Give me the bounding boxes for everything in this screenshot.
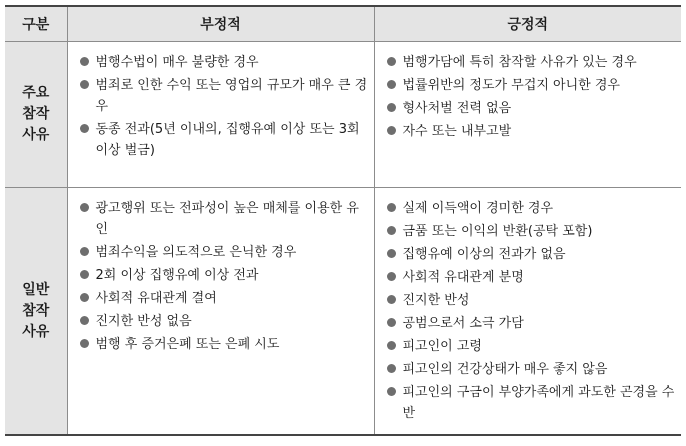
item-text: 동종 전과(5년 이내의, 집행유예 이상 또는 3회 이상 벌금) xyxy=(95,122,360,158)
list-item xyxy=(387,244,676,265)
list-item xyxy=(80,288,368,309)
list-item xyxy=(387,359,676,380)
header-positive: 긍정적 xyxy=(374,6,681,42)
negative-cell-major xyxy=(67,42,374,188)
positive-cell-major xyxy=(374,42,681,188)
bullet-icon xyxy=(387,80,396,89)
bullet-icon xyxy=(387,226,396,235)
header-category: 구분 xyxy=(5,6,67,42)
category-line: 사유 xyxy=(22,323,50,340)
negative-cell-general xyxy=(67,188,374,436)
list-item xyxy=(80,52,368,73)
bullet-icon xyxy=(387,387,396,396)
list-item xyxy=(80,119,368,161)
bullet-icon xyxy=(387,318,396,327)
negative-list xyxy=(80,52,368,161)
item-text: 사회적 유대관계 분명 xyxy=(402,270,524,285)
bullet-icon xyxy=(387,341,396,350)
category-line: 참작 xyxy=(22,106,50,122)
list-item xyxy=(387,313,676,334)
category-cell-major xyxy=(5,42,67,188)
category-cell-general xyxy=(5,188,67,436)
item-text: 범죄로 인한 수익 또는 영업의 규모가 매우 큰 경우 xyxy=(95,78,368,114)
list-item xyxy=(387,221,676,242)
bullet-icon xyxy=(80,80,89,89)
item-text: 형사처벌 전력 없음 xyxy=(402,101,512,116)
sentencing-factors-table xyxy=(5,5,681,436)
bullet-icon xyxy=(387,126,396,135)
bullet-icon xyxy=(80,247,89,256)
list-item xyxy=(80,75,368,117)
list-item xyxy=(387,121,676,142)
negative-list xyxy=(80,198,368,355)
item-text: 피고인의 건강상태가 매우 좋지 않음 xyxy=(402,362,608,377)
item-text: 진지한 반성 xyxy=(402,293,470,308)
item-text: 공범으로서 소극 가담 xyxy=(402,316,524,331)
category-line: 주요 xyxy=(22,85,50,101)
bullet-icon xyxy=(387,203,396,212)
bullet-icon xyxy=(80,293,89,302)
bullet-icon xyxy=(387,249,396,258)
bullet-icon xyxy=(387,103,396,112)
positive-list xyxy=(387,52,676,142)
item-text: 범행 후 증거은폐 또는 은폐 시도 xyxy=(95,337,280,352)
positive-cell-general xyxy=(374,188,681,436)
bullet-icon xyxy=(80,124,89,133)
category-line: 참작 xyxy=(22,302,50,319)
list-item xyxy=(387,198,676,219)
category-line: 사유 xyxy=(22,127,50,143)
list-item xyxy=(80,311,368,332)
bullet-icon xyxy=(80,339,89,348)
item-text: 사회적 유대관계 결여 xyxy=(95,291,217,306)
bullet-icon xyxy=(80,316,89,325)
bullet-icon xyxy=(387,364,396,373)
header-row xyxy=(5,6,681,42)
list-item xyxy=(387,75,676,96)
list-item xyxy=(387,52,676,73)
category-line: 일반 xyxy=(22,281,50,298)
list-item xyxy=(387,290,676,311)
item-text: 피고인이 고령 xyxy=(402,339,482,354)
item-text: 광고행위 또는 전파성이 높은 매체를 이용한 유인 xyxy=(95,201,359,237)
item-text: 실제 이득액이 경미한 경우 xyxy=(402,201,554,216)
item-text: 범행가담에 특히 참작할 사유가 있는 경우 xyxy=(402,55,637,70)
list-item xyxy=(387,98,676,119)
bullet-icon xyxy=(80,57,89,66)
bullet-icon xyxy=(80,270,89,279)
bullet-icon xyxy=(387,295,396,304)
list-item xyxy=(80,265,368,286)
list-item xyxy=(387,382,676,424)
list-item xyxy=(80,198,368,240)
list-item xyxy=(387,267,676,288)
list-item xyxy=(80,242,368,263)
item-text: 진지한 반성 없음 xyxy=(95,314,192,329)
row-general-factors xyxy=(5,188,681,436)
item-text: 2회 이상 집행유예 이상 전과 xyxy=(95,268,259,283)
list-item xyxy=(80,334,368,355)
positive-list xyxy=(387,198,676,424)
item-text: 범행수법이 매우 불량한 경우 xyxy=(95,55,259,70)
bullet-icon xyxy=(387,272,396,281)
item-text: 범죄수익을 의도적으로 은닉한 경우 xyxy=(95,245,297,260)
bullet-icon xyxy=(387,57,396,66)
header-negative: 부정적 xyxy=(67,6,374,42)
item-text: 자수 또는 내부고발 xyxy=(402,124,512,139)
row-major-factors xyxy=(5,42,681,188)
item-text: 금품 또는 이익의 반환(공탁 포함) xyxy=(402,224,593,239)
bullet-icon xyxy=(80,203,89,212)
list-item xyxy=(387,336,676,357)
item-text: 법률위반의 정도가 무겁지 아니한 경우 xyxy=(402,78,620,93)
item-text: 피고인의 구금이 부양가족에게 과도한 곤경을 수반 xyxy=(402,385,675,421)
item-text: 집행유예 이상의 전과가 없음 xyxy=(402,247,566,262)
